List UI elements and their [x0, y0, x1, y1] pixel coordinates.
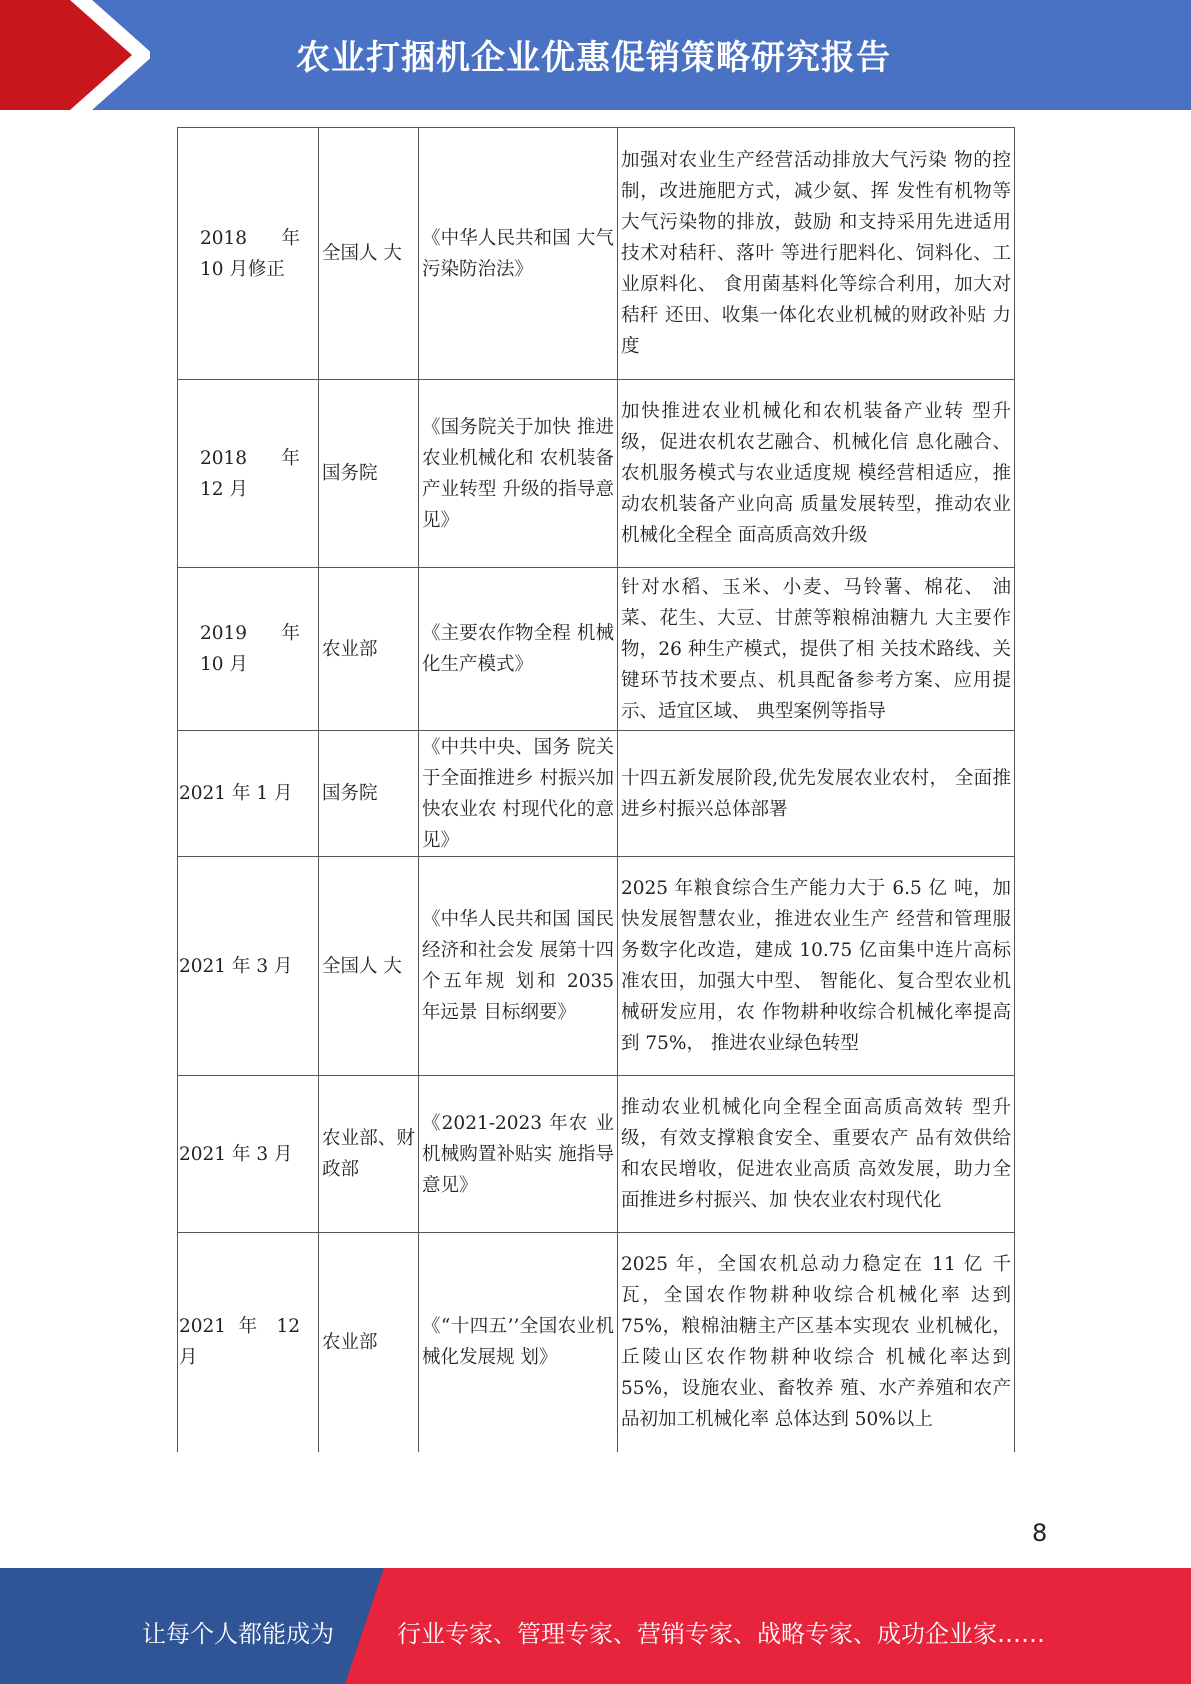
row-document: 《中华人民共和国 大气污染防治法》: [419, 128, 618, 380]
row-content: 2025 年，全国农机总动力稳定在 11 亿 千瓦，全国农作物耕种收综合机械化率 达到 75%，粮棉油糖主产区基本实现农 业机械化，丘陵山区农作物耕种收综合 机械化率达到 55%，设施农业、畜牧养 殖、水产养殖和农产品初加工机械化率 总体达到 50%以上: [618, 1233, 1015, 1452]
table-row: [178, 1233, 1015, 1452]
footer-banner: [0, 1568, 1191, 1684]
row-issuer: 农业部、财政部: [319, 1076, 419, 1233]
row-content: 加快推进农业机械化和农机装备产业转 型升级，促进农机农艺融合、机械化信 息化融合、农机服务模式与农业适度规 模经营相适应，推动农机装备产业向高 质量发展转型，推动农业机械化全程全 面高质高效升级: [618, 380, 1015, 568]
row-date: 2021 年 3 月: [178, 1076, 319, 1233]
row-issuer: 国务院: [319, 380, 419, 568]
row-content: 2025 年粮食综合生产能力大于 6.5 亿 吨，加快发展智慧农业，推进农业生产 经营和管理服务数字化改造，建成 10.75 亿亩集中连片高标准农田，加强大中型、 智能化、复合型农业机械研发应用，农 作物耕种收综合机械化率提高到 75%， 推进农业绿色转型: [618, 857, 1015, 1076]
footer-slogan-right: 行业专家、管理专家、营销专家、战略专家、成功企业家……: [397, 1620, 1045, 1648]
row-document: 《主要农作物全程 机械化生产模式》: [419, 568, 618, 731]
row-document: 《国务院关于加快 推进农业机械化和 农机装备产业转型 升级的指导意见》: [419, 380, 618, 568]
policy-table: [177, 127, 1015, 1452]
row-issuer: 全国人 大: [319, 128, 419, 380]
row-document: 《中华人民共和国 国民经济和社会发 展第十四个五年规 划和 2035 年远景 目标纲要》: [419, 857, 618, 1076]
footer-slogan-left: 让每个人都能成为: [142, 1620, 334, 1648]
row-content: 十四五新发展阶段,优先发展农业农村， 全面推进乡村振兴总体部署: [618, 731, 1015, 857]
row-document: 《中共中央、国务 院关于全面推进乡 村振兴加快农业农 村现代化的意见》: [419, 731, 618, 857]
row-date: 2018 年 12 月: [178, 380, 319, 568]
header-banner: [0, 0, 1191, 110]
row-date: 2021 年 1 月: [178, 731, 319, 857]
row-content: 推动农业机械化向全程全面高质高效转 型升级，有效支撑粮食安全、重要农产 品有效供给和农民增收，促进农业高质 高效发展，助力全面推进乡村振兴、加 快农业农村现代化: [618, 1076, 1015, 1233]
table-row: [178, 1076, 1015, 1233]
row-document: 《2021-2023 年农 业机械购置补贴实 施指导意见》: [419, 1076, 618, 1233]
row-issuer: 国务院: [319, 731, 419, 857]
row-content: 加强对农业生产经营活动排放大气污染 物的控制，改进施肥方式，减少氨、挥 发性有机物等大气污染物的排放，鼓励 和支持采用先进适用技术对秸秆、落叶 等进行肥料化、饲料化、工业原料化、 食用菌基料化等综合利用，加大对秸秆 还田、收集一体化农业机械的财政补贴 力度: [618, 128, 1015, 380]
table-row: [178, 128, 1015, 380]
row-date: 2018 年 10 月修正: [178, 128, 319, 380]
table-row: [178, 857, 1015, 1076]
table-row: [178, 380, 1015, 568]
table-row: [178, 568, 1015, 731]
header-arrow-decoration: [0, 0, 150, 110]
row-date: 2021 年 12 月: [178, 1233, 319, 1452]
report-title: 农业打捆机企业优惠促销策略研究报告: [296, 38, 891, 78]
row-date: 2019 年 10 月: [178, 568, 319, 731]
row-issuer: 农业部: [319, 568, 419, 731]
row-content: 针对水稻、玉米、小麦、马铃薯、棉花、 油菜、花生、大豆、甘蔗等粮棉油糖九 大主要作物，26 种生产模式，提供了相 关技术路线、关键环节技术要点、机具配备参考方案、应用提示、适宜区域、 典型案例等指导: [618, 568, 1015, 731]
page-number: 8: [1032, 1519, 1048, 1547]
table-row: [178, 731, 1015, 857]
row-date: 2021 年 3 月: [178, 857, 319, 1076]
row-issuer: 全国人 大: [319, 857, 419, 1076]
row-issuer: 农业部: [319, 1233, 419, 1452]
row-document: 《“十四五’’全国农业机械化发展规 划》: [419, 1233, 618, 1452]
